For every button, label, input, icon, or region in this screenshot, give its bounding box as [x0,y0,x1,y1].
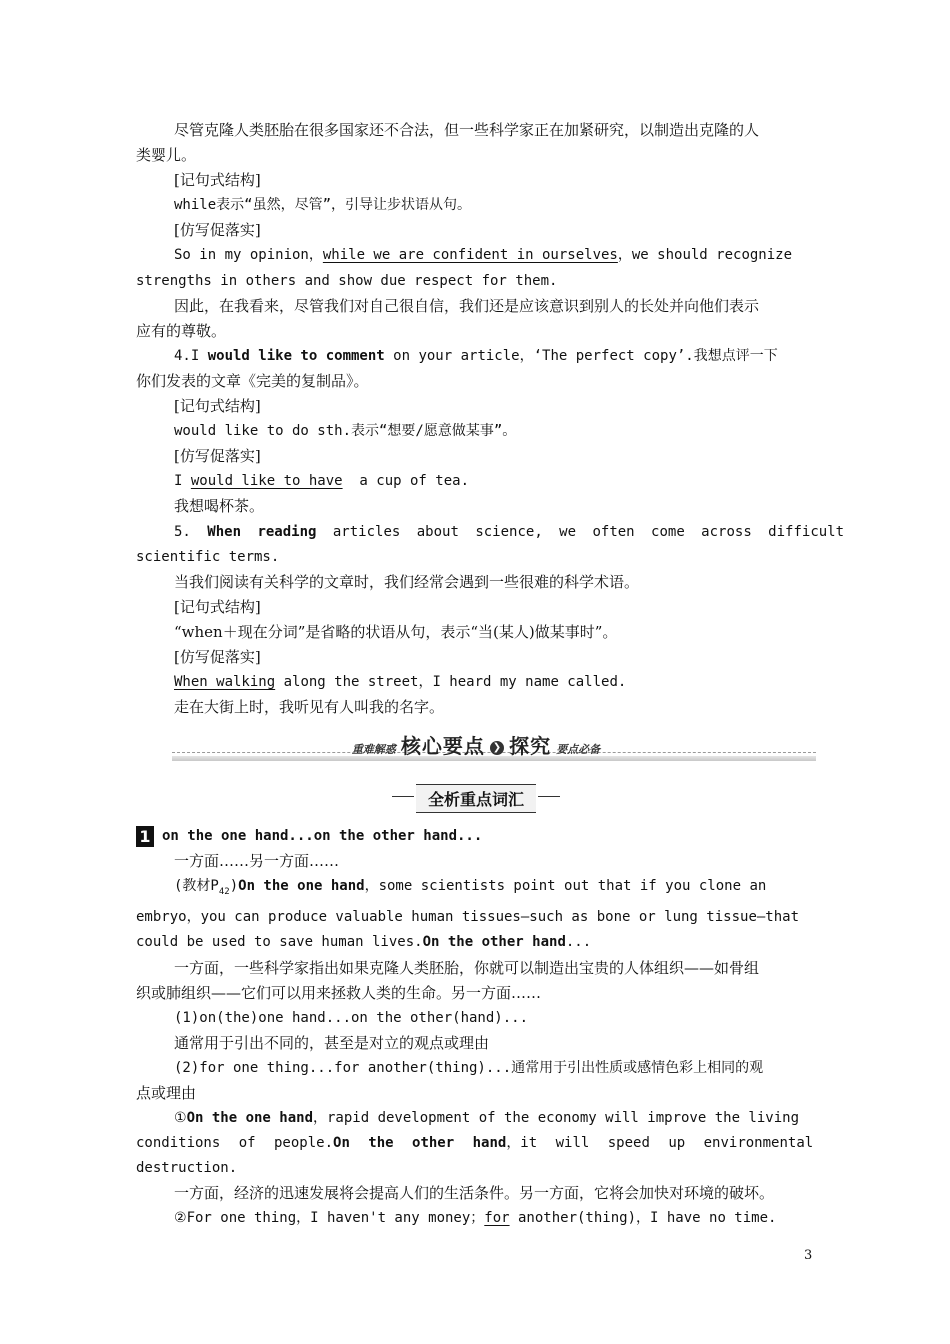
bold-phrase: would like to comment [207,347,385,364]
banner-title [136,730,816,759]
bold-phrase: On the other hand [422,934,566,951]
example-line: destruction. [136,1160,238,1177]
text-run: ，rapid development of the economy will improve the living [313,1110,800,1127]
section-label: [记句式结构] [174,597,261,616]
paragraph-line: scientific terms. [136,548,280,565]
text-run: 42 [218,887,230,898]
text-run: conditions of people. [136,1135,334,1152]
paragraph-line: 类婴儿。 [136,146,197,165]
text-run: I [174,473,191,490]
text-run: ，it will speed up environmental [506,1135,814,1152]
text-run: So in my opinion， [174,247,323,264]
example-number: ① [174,1110,187,1127]
paragraph-line: 你们发表的文章《完美的复制品》。 [136,371,369,390]
text-run: a cup of tea. [342,473,470,490]
paragraph-line: would like to do sth.表示“想要/愿意做某事”。 [174,423,517,440]
text-run: ，we should recognize [617,247,793,264]
section-label: [记句式结构] [174,171,261,190]
section-title: 全析重点词汇 [416,784,536,813]
example-translation: 一方面，经济的迅速发展将会提高人们的生活条件。另一方面，它将会加快对环境的破坏。 [174,1184,775,1203]
text-run: (教材P [174,878,219,895]
banner-right-label: 要点必备 [556,743,601,757]
paragraph-line [136,344,816,369]
section-heading [136,780,816,824]
text-run: 5. [174,523,208,540]
section-label: [仿写促落实] [174,447,261,466]
paragraph-line [136,930,816,955]
item-heading [136,824,816,849]
section-label: [记句式结构] [174,397,261,416]
paragraph-line: 因此，在我看来，尽管我们对自己很自信，我们还是应该意识到别人的长处并向他们表示 [174,296,760,315]
text-run: ，some scientists point out that if you clone an [364,878,767,895]
example-line [136,1131,816,1156]
example-number: ② [174,1210,187,1227]
item-number-badge: 1 [136,826,154,847]
example-line [136,1106,816,1131]
paragraph-line [136,520,845,545]
paragraph-line: strengths in others and show due respect for them. [136,272,558,289]
text-run: could be used to save human lives. [136,934,423,951]
text-run: 4.I [174,347,208,364]
item-phrase: on the one hand...on the other hand... [162,828,483,845]
note-line: (2)for one thing...for another(thing)...通常用于引出性质或感情色彩上相同的观 [174,1059,764,1076]
underlined-answer: while we are confident in ourselves [322,247,618,264]
paragraph-line: 应有的尊敬。 [136,321,227,340]
section-label: [仿写促落实] [174,647,261,666]
chapter-banner [136,730,816,780]
bold-phrase: On the one hand [238,878,365,895]
example-line [136,1206,816,1231]
paragraph-line: “when＋现在分词”是省略的状语从句，表示“当(某人)做某事时”。 [174,622,618,641]
paragraph-line [136,243,816,268]
paragraph-line [136,874,816,905]
item-meaning: 一方面……另一方面…… [174,852,340,871]
note-line: 点或理由 [136,1083,197,1102]
paragraph-line: 当我们阅读有关科学的文章时，我们经常会遇到一些很难的科学术语。 [174,572,640,591]
paragraph-line: while表示“虽然，尽管”，引导让步状语从句。 [174,197,471,214]
note-line: (1)on(the)one hand...on the other(hand)... [174,1009,529,1026]
text-run: ) [229,878,239,895]
banner-title-a: 核心要点 [400,734,485,759]
banner-left-label: 重难解惑 [351,743,396,757]
banner-title-b: 探究 [509,734,552,759]
text-run: another(thing)，I have no time. [509,1210,777,1227]
bold-phrase: When reading [207,523,317,540]
bold-phrase: On the one hand [186,1110,313,1127]
text-run: articles about science, we often come across difficult [316,523,845,540]
paragraph-line: 走在大街上时，我听见有人叫我的名字。 [174,698,445,717]
text-run: along the street，I heard my name called. [275,674,627,691]
text-run: ... [565,934,592,951]
arrow-icon: ❯ [490,741,504,755]
text-run: For one thing，I haven't any money； [186,1210,485,1227]
paragraph-line: embryo，you can produce valuable human tissues—such as bone or lung tissue—that [136,909,800,926]
paragraph-line [136,670,816,695]
underlined-answer: for [484,1210,510,1227]
bold-phrase: On the other hand [333,1135,507,1152]
underlined-answer: would like to have [190,473,343,490]
paragraph-line [136,469,816,494]
paragraph-line: 我想喝杯茶。 [174,497,265,516]
text-run: on your article，‘The perfect copy’.我想点评一下 [384,347,778,364]
section-label: [仿写促落实] [174,221,261,240]
paragraph-line: 一方面，一些科学家指出如果克隆人类胚胎，你就可以制造出宝贵的人体组织——如骨组 [174,958,760,977]
page-content [136,118,845,1232]
underlined-answer: When walking [174,674,276,691]
page-number: 3 [804,1248,813,1263]
paragraph-line: 织或肺组织——它们可以用来拯救人类的生命。另一方面…… [136,983,542,1002]
paragraph-line: 尽管克隆人类胚胎在很多国家还不合法，但一些科学家正在加紧研究，以制造出克隆的人 [174,121,760,139]
note-line: 通常用于引出不同的，甚至是对立的观点或理由 [174,1033,490,1052]
